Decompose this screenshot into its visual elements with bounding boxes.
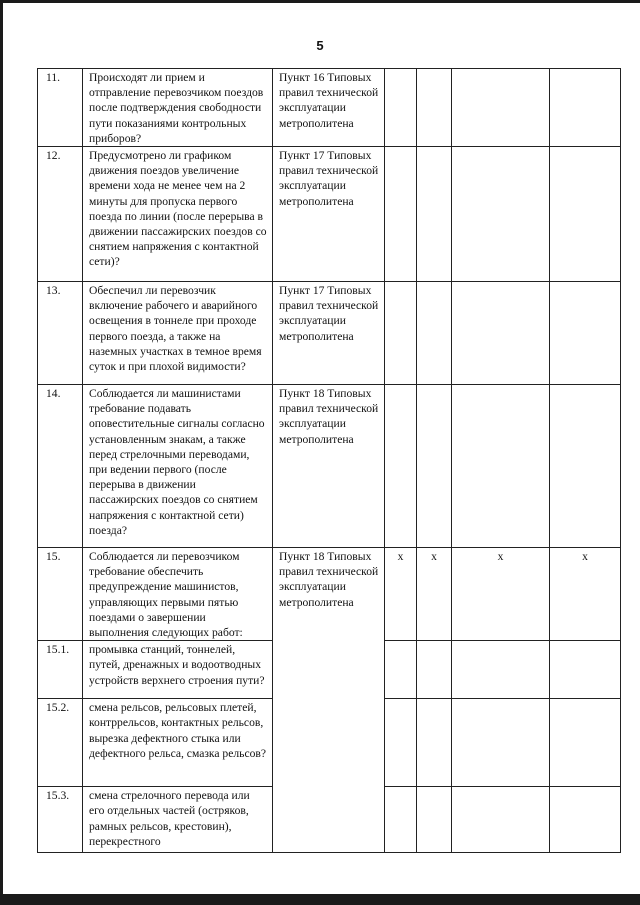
answer-cell-not-applicable xyxy=(452,69,550,147)
answer-cell-yes xyxy=(385,147,417,282)
answer-cell-no xyxy=(417,385,452,548)
question-text: Обеспечил ли перевозчик включение рабочего и аварийного освещения в тоннеле при проходе первого поезда, а также на наземных участках в темное время суток и при плохой видимости? xyxy=(83,282,273,385)
answer-cell-not-applicable xyxy=(452,147,550,282)
scan-edge-top xyxy=(0,0,640,3)
answer-cell-yes xyxy=(385,69,417,147)
scan-edge-left xyxy=(0,0,3,905)
page-number: 5 xyxy=(316,38,324,53)
answer-cell-note xyxy=(550,641,621,699)
legal-reference: Пункт 16 Типовых правил технической эксплуатации метрополитена xyxy=(273,69,385,147)
question-text: Происходят ли прием и отправление перевозчиком поездов после подтверждения свободности пути показаниями контрольных приборов? xyxy=(83,69,273,147)
question-text: Соблюдается ли машинистами требование подавать оповестительные сигналы согласно установленным знакам, а также перед стрелочными переводами, при ведении первого (после перерыва в движении пассажирских поездов со снятием напряжения с контактной сети) поезда? xyxy=(83,385,273,548)
answer-cell-no xyxy=(417,699,452,787)
row-number: 15.1. xyxy=(38,641,83,699)
question-text: Соблюдается ли перевозчиком требование обеспечить предупреждение машинистов, управляющих первыми пятью поездами о завершении выполнения следующих работ: xyxy=(83,548,273,641)
answer-cell-yes xyxy=(385,641,417,699)
table-row xyxy=(38,147,621,282)
answer-cell-not-applicable xyxy=(452,282,550,385)
scan-edge-bottom xyxy=(0,894,640,905)
inspection-checklist-table xyxy=(37,68,621,853)
answer-cell-yes: x xyxy=(385,548,417,641)
question-text: промывка станций, тоннелей, путей, дренажных и водоотводных устройств верхнего строения пути? xyxy=(83,641,273,699)
legal-reference: Пункт 17 Типовых правил технической эксплуатации метрополитена xyxy=(273,147,385,282)
legal-reference: Пункт 18 Типовых правил технической эксплуатации метрополитена xyxy=(273,548,385,853)
legal-reference: Пункт 18 Типовых правил технической эксплуатации метрополитена xyxy=(273,385,385,548)
answer-cell-yes xyxy=(385,385,417,548)
answer-cell-yes xyxy=(385,787,417,853)
answer-cell-note xyxy=(550,282,621,385)
answer-cell-no xyxy=(417,641,452,699)
answer-cell-note xyxy=(550,787,621,853)
answer-cell-not-applicable xyxy=(452,385,550,548)
table-row xyxy=(38,282,621,385)
answer-cell-no xyxy=(417,147,452,282)
answer-cell-note: x xyxy=(550,548,621,641)
answer-cell-note xyxy=(550,385,621,548)
answer-cell-note xyxy=(550,147,621,282)
question-text: смена рельсов, рельсовых плетей, контррельсов, контактных рельсов, вырезка дефектного стыка или дефектного рельса, смазка рельсов? xyxy=(83,699,273,787)
question-text: Предусмотрено ли графиком движения поездов увеличение времени хода не менее чем на 2 минуты для пропуска первого поезда по линии (после перерыва в движении пассажирских поездов со снятием напряжения с контактной сети)? xyxy=(83,147,273,282)
row-number: 11. xyxy=(38,69,83,147)
answer-cell-no xyxy=(417,69,452,147)
answer-cell-yes xyxy=(385,699,417,787)
question-text: смена стрелочного перевода или его отдельных частей (остряков, рамных рельсов, крестовин), перекрестного xyxy=(83,787,273,853)
answer-cell-not-applicable xyxy=(452,787,550,853)
answer-cell-yes xyxy=(385,282,417,385)
answer-cell-note xyxy=(550,69,621,147)
row-number: 15.2. xyxy=(38,699,83,787)
table-row xyxy=(38,69,621,147)
table-row xyxy=(38,548,621,641)
row-number: 15.3. xyxy=(38,787,83,853)
table-row xyxy=(38,385,621,548)
answer-cell-no xyxy=(417,282,452,385)
answer-cell-not-applicable xyxy=(452,641,550,699)
answer-cell-not-applicable: x xyxy=(452,548,550,641)
legal-reference: Пункт 17 Типовых правил технической эксплуатации метрополитена xyxy=(273,282,385,385)
answer-cell-no: x xyxy=(417,548,452,641)
row-number: 13. xyxy=(38,282,83,385)
answer-cell-note xyxy=(550,699,621,787)
row-number: 12. xyxy=(38,147,83,282)
answer-cell-no xyxy=(417,787,452,853)
answer-cell-not-applicable xyxy=(452,699,550,787)
row-number: 15. xyxy=(38,548,83,641)
row-number: 14. xyxy=(38,385,83,548)
